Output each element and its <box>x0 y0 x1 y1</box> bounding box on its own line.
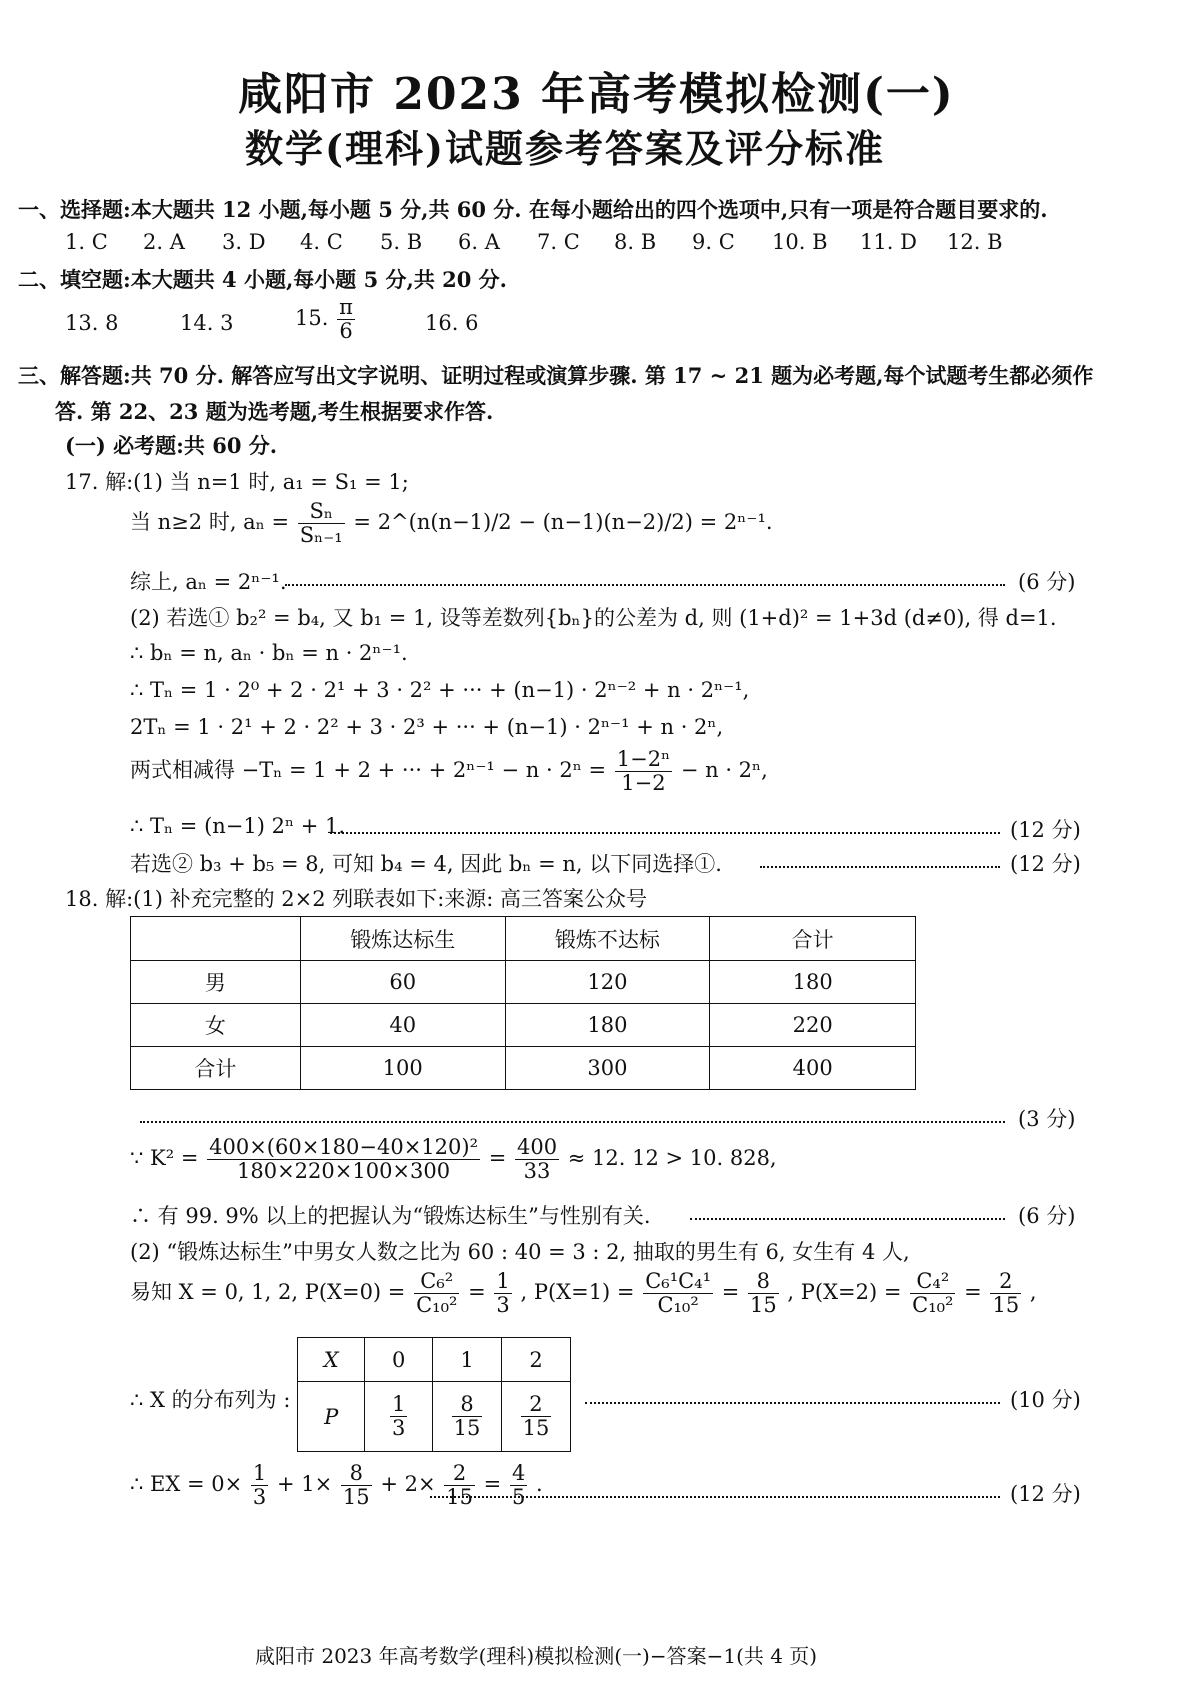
answer-item: 9. C <box>692 230 735 254</box>
fraction-denominator: 15 <box>750 1293 777 1318</box>
ex-op: = <box>483 1472 502 1497</box>
fill-answer-16: 16. 6 <box>425 311 479 335</box>
q18-probabilities <box>130 1270 1037 1317</box>
table-cell: 合计 <box>131 1047 301 1090</box>
section-choice-heading: 一、选择题:本大题共 12 小题,每小题 5 分,共 60 分. 在每小题给出的四个选项中,只有一项是符合题目要求的. <box>18 197 1048 222</box>
fraction <box>414 1270 459 1317</box>
q17-line-4: (2) 若选① b₂² = b₄, 又 b₁ = 1, 设等差数列{bₙ}的公差为 d, 则 (1+d)² = 1+3d (d≠0), 得 d=1. <box>130 606 1057 630</box>
table-cell: P <box>298 1382 365 1452</box>
table-cell: 180 <box>710 961 916 1004</box>
q18-k-squared <box>130 1136 777 1183</box>
q17-line-2-pre: 当 n≥2 时, aₙ = <box>130 510 290 535</box>
q17-line-8 <box>130 748 768 795</box>
k-pre: ∵ K² = <box>130 1146 199 1171</box>
score-leader <box>690 1218 1005 1220</box>
table-row <box>298 1382 571 1452</box>
q17-line-2-post: = 2^(n(n−1)/2 − (n−1)(n−2)/2) = 2ⁿ⁻¹. <box>353 510 773 535</box>
k-post: ≈ 12. 12 > 10. 828, <box>567 1146 777 1171</box>
table-cell: 1 <box>433 1338 502 1382</box>
fraction <box>207 1136 480 1183</box>
table-cell: 180 <box>505 1004 710 1047</box>
equals: = <box>964 1280 982 1305</box>
fraction-denominator: 3 <box>496 1293 510 1318</box>
table-header-cell: 合计 <box>710 917 916 961</box>
section-fill-heading: 二、填空题:本大题共 4 小题,每小题 5 分,共 20 分. <box>18 267 507 292</box>
fraction-numerator: 400×(60×180−40×120)² <box>209 1135 478 1159</box>
q18-expectation <box>130 1462 543 1509</box>
answer-item: 11. D <box>860 230 917 254</box>
fill-answer-15-label: 15. <box>295 306 329 331</box>
table-cell: 400 <box>710 1047 916 1090</box>
table-cell: 120 <box>505 961 710 1004</box>
fraction <box>341 1462 372 1509</box>
equals: = <box>721 1280 740 1305</box>
fraction-numerator: 8 <box>452 1393 483 1417</box>
q17-line-1: 17. 解:(1) 当 n=1 时, a₁ = S₁ = 1; <box>65 470 409 494</box>
fraction <box>521 1393 552 1440</box>
ex-op: + 2× <box>380 1472 436 1497</box>
answer-item: 4. C <box>300 230 343 254</box>
score-mark: (12 分) <box>1010 852 1081 876</box>
fraction <box>494 1270 511 1317</box>
fraction-denominator: 15 <box>446 1485 473 1510</box>
q17-line-5: ∴ bₙ = n, aₙ · bₙ = n · 2ⁿ⁻¹. <box>130 641 408 665</box>
equals: = <box>488 1146 507 1171</box>
table-cell: X <box>298 1338 365 1382</box>
table-cell: 男 <box>131 961 301 1004</box>
fraction-numerator: 4 <box>511 1461 526 1485</box>
table-header-cell: 锻炼不达标 <box>505 917 710 961</box>
table-cell: 2 <box>502 1338 571 1382</box>
fraction-numerator: 2 <box>521 1393 552 1417</box>
fraction-denominator: 15 <box>453 1416 481 1440</box>
fraction <box>510 1462 527 1509</box>
fraction <box>990 1270 1021 1317</box>
fraction-denominator: 3 <box>252 1485 267 1510</box>
fraction-numerator: 1 <box>252 1461 267 1485</box>
table-cell: 300 <box>505 1047 710 1090</box>
answer-item: 2. A <box>143 230 185 254</box>
q17-line-9: ∴ Tₙ = (n−1) 2ⁿ + 1. <box>130 814 346 838</box>
table-cell <box>365 1382 433 1452</box>
ex-pre: ∴ EX = 0× <box>130 1472 243 1497</box>
fraction <box>615 748 672 795</box>
answer-item: 12. B <box>947 230 1003 254</box>
fraction <box>643 1270 713 1317</box>
table-header-cell <box>131 917 301 961</box>
fraction-denominator: 15 <box>342 1485 370 1510</box>
ex-op: + 1× <box>276 1472 333 1497</box>
fill-answer-15 <box>295 296 357 343</box>
fraction-numerator: C₆² <box>414 1270 459 1294</box>
score-mark: (12 分) <box>1010 818 1081 842</box>
score-leader <box>285 584 1005 586</box>
ex-post: . <box>536 1472 543 1497</box>
table-cell: 女 <box>131 1004 301 1047</box>
score-mark: (3 分) <box>1018 1107 1076 1131</box>
score-leader <box>140 1121 1005 1123</box>
distribution-table <box>297 1337 571 1452</box>
fraction <box>251 1462 268 1509</box>
q18-line-1: 18. 解:(1) 补充完整的 2×2 列联表如下:来源: 高三答案公众号 <box>65 887 648 911</box>
fraction-denominator: 6 <box>339 319 353 344</box>
fraction <box>748 1270 779 1317</box>
score-mark: (6 分) <box>1018 570 1076 594</box>
page-subtitle: 数学(理科)试题参考答案及评分标准 <box>245 126 885 171</box>
fraction-denominator: C₁₀² <box>657 1293 699 1318</box>
table-cell <box>433 1382 502 1452</box>
q18-line-3: ∴ 有 99. 9% 以上的把握认为“锻炼达标生”与性别有关. <box>130 1204 651 1228</box>
fraction-denominator: C₁₀² <box>912 1293 954 1318</box>
q18-line-4: (2) “锻炼达标生”中男女人数之比为 60 : 40 = 3 : 2, 抽取的男生有 6, 女生有 4 人, <box>130 1240 910 1264</box>
score-mark: (6 分) <box>1018 1204 1076 1228</box>
fraction-numerator: C₄² <box>910 1270 955 1294</box>
fraction-numerator: C₆¹C₄¹ <box>645 1269 712 1293</box>
prob-label: , P(X=1) = <box>520 1280 635 1305</box>
answer-item: 7. C <box>537 230 580 254</box>
answer-item: 6. A <box>458 230 500 254</box>
fraction-denominator: Sₙ₋₁ <box>299 523 343 548</box>
required-questions-heading: (一) 必考题:共 60 分. <box>65 433 278 458</box>
fraction <box>515 1136 559 1183</box>
fraction-denominator: 15 <box>522 1416 550 1440</box>
q17-line-7: 2Tₙ = 1 · 2¹ + 2 · 2² + 3 · 2³ + ··· + (n−1) · 2ⁿ⁻¹ + n · 2ⁿ, <box>130 715 724 739</box>
fraction-denominator: 33 <box>523 1159 551 1184</box>
fraction <box>452 1393 483 1440</box>
q17-line-8-pre: 两式相减得 −Tₙ = 1 + 2 + ··· + 2ⁿ⁻¹ − n · 2ⁿ = <box>130 758 607 783</box>
table-cell: 220 <box>710 1004 916 1047</box>
fraction-numerator: 8 <box>748 1270 779 1294</box>
table-row <box>131 1047 916 1090</box>
fraction <box>390 1393 407 1440</box>
answer-item: 10. B <box>772 230 828 254</box>
q17-line-10: 若选② b₃ + b₅ = 8, 可知 b₄ = 4, 因此 bₙ = n, 以下同选择①. <box>130 852 722 876</box>
table-cell <box>502 1382 571 1452</box>
score-mark: (12 分) <box>1010 1482 1081 1506</box>
fraction <box>298 500 345 547</box>
fraction-denominator: C₁₀² <box>416 1293 458 1318</box>
answer-item: 1. C <box>65 230 108 254</box>
fill-answer-13: 13. 8 <box>65 311 119 335</box>
fraction <box>337 296 355 343</box>
q17-line-6: ∴ Tₙ = 1 · 2⁰ + 2 · 2¹ + 3 · 2² + ··· + (n−1) · 2ⁿ⁻² + n · 2ⁿ⁻¹, <box>130 678 750 702</box>
q17-line-2 <box>130 500 773 547</box>
q18-line-6: ∴ X 的分布列为 : <box>130 1388 291 1412</box>
score-leader <box>330 832 1000 834</box>
q17-line-8-post: − n · 2ⁿ, <box>680 758 768 783</box>
equals: = <box>468 1280 486 1305</box>
table-cell: 100 <box>300 1047 505 1090</box>
fraction-numerator: Sₙ <box>298 500 345 524</box>
contingency-table <box>130 916 916 1090</box>
fraction-numerator: 2 <box>444 1462 475 1486</box>
table-header-cell: 锻炼达标生 <box>300 917 505 961</box>
fraction-denominator: 5 <box>511 1485 526 1510</box>
prob-label: , P(X=2) = <box>787 1280 902 1305</box>
table-row <box>131 961 916 1004</box>
answer-item: 5. B <box>380 230 423 254</box>
fraction-denominator: 15 <box>992 1293 1020 1318</box>
fraction <box>910 1270 955 1317</box>
fraction-denominator: 180×220×100×300 <box>236 1159 451 1184</box>
page-footer: 咸阳市 2023 年高考数学(理科)模拟检测(一)−答案−1(共 4 页) <box>255 1644 818 1668</box>
fill-answer-14: 14. 3 <box>180 311 234 335</box>
answer-item: 3. D <box>222 230 266 254</box>
table-row <box>131 1004 916 1047</box>
section-solution-heading-2: 答. 第 22、23 题为选考题,考生根据要求作答. <box>55 399 494 424</box>
table-cell: 60 <box>300 961 505 1004</box>
fraction-numerator: π <box>339 295 353 319</box>
comma: , <box>1029 1280 1037 1305</box>
page-title: 咸阳市 2023 年高考模拟检测(一) <box>238 69 955 120</box>
fraction-denominator: 3 <box>392 1416 406 1440</box>
score-leader <box>585 1402 1000 1404</box>
score-leader <box>760 866 1000 868</box>
fraction-numerator: 1 <box>496 1269 510 1293</box>
fraction-denominator: 1−2 <box>621 771 666 796</box>
fraction-numerator: 8 <box>341 1462 372 1486</box>
fraction-numerator: 1 <box>392 1391 406 1416</box>
fraction <box>444 1462 475 1509</box>
fraction-numerator: 400 <box>516 1135 558 1159</box>
fraction-numerator: 1−2ⁿ <box>616 747 671 771</box>
score-mark: (10 分) <box>1010 1388 1081 1412</box>
table-cell: 40 <box>300 1004 505 1047</box>
prob-pre: 易知 X = 0, 1, 2, P(X=0) = <box>130 1280 406 1305</box>
answer-item: 8. B <box>614 230 657 254</box>
fraction-numerator: 2 <box>990 1270 1021 1294</box>
table-row <box>298 1338 571 1382</box>
table-cell: 0 <box>365 1338 433 1382</box>
score-leader <box>430 1496 1000 1498</box>
section-solution-heading-1: 三、解答题:共 70 分. 解答应写出文字说明、证明过程或演算步骤. 第 17 ~ 21 题为必考题,每个试题考生都必须作 <box>18 363 1094 388</box>
q17-line-3: 综上, aₙ = 2ⁿ⁻¹. <box>130 570 287 594</box>
